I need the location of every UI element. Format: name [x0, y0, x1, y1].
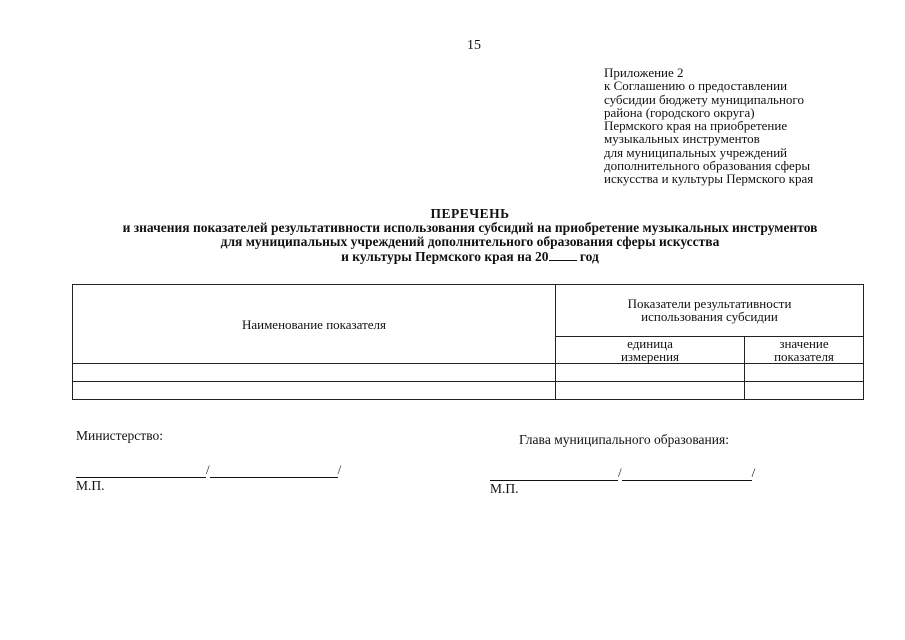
table-cell[interactable] — [745, 382, 864, 400]
ministry-stamp-label: М.П. — [76, 478, 105, 493]
group-header-text: Показатели результативности использования субсидии — [627, 296, 792, 325]
appendix-line: района (городского округа) — [604, 104, 755, 120]
appendix-line: Пермского края на приобретение — [604, 118, 788, 134]
appendix-line: искусства и культуры Пермского края — [604, 171, 814, 187]
table-cell[interactable] — [556, 382, 745, 400]
ministry-signature-line — [76, 462, 341, 478]
table-cell[interactable] — [73, 364, 556, 382]
appendix-line: для муниципальных учреждений — [604, 144, 788, 160]
signature-separator: / — [751, 465, 756, 480]
table-row — [73, 364, 864, 382]
table-cell[interactable] — [745, 364, 864, 382]
document-heading — [40, 207, 900, 264]
head-name-blank[interactable] — [622, 468, 752, 481]
head-signature-line — [490, 465, 755, 481]
ministry-label: Министерство: — [76, 428, 163, 443]
signature-separator: / — [206, 462, 210, 477]
heading-year-prefix: и культуры Пермского края на 20 — [341, 249, 549, 264]
heading-line-year — [40, 249, 900, 264]
appendix-line: к Соглашению о предоставлении — [604, 78, 788, 94]
table-cell[interactable] — [73, 382, 556, 400]
heading-line: и значения показателей результативности использования субсидий на приобретение музыкальных инструментов — [122, 220, 818, 235]
col-value-header — [745, 336, 864, 363]
signature-separator: / — [618, 465, 622, 480]
appendix-note — [604, 66, 894, 186]
col-group-header — [556, 285, 864, 337]
document-title: ПЕРЕЧЕНЬ — [430, 206, 510, 221]
head-stamp-label: М.П. — [490, 481, 519, 496]
ministry-name-blank[interactable] — [210, 465, 338, 478]
year-blank-field — [549, 249, 577, 261]
unit-header-text: единица измерения — [620, 335, 680, 364]
signature-separator: / — [337, 462, 342, 477]
ministry-signature-blank[interactable] — [76, 465, 206, 478]
indicators-table — [72, 284, 864, 400]
appendix-line: музыкальных инструментов — [604, 131, 760, 147]
heading-line: для муниципальных учреждений дополнительного образования сферы искусства — [220, 234, 720, 249]
table-row — [73, 382, 864, 400]
col-unit-header — [556, 336, 745, 363]
col-indicator-name-header: Наименование показателя — [73, 285, 556, 364]
table-cell[interactable] — [556, 364, 745, 382]
value-header-text: значение показателя — [774, 335, 834, 364]
appendix-line: Приложение 2 — [604, 65, 684, 80]
heading-year-suffix: год — [576, 249, 599, 264]
page-number: 15 — [467, 38, 481, 53]
table-header-row — [73, 285, 864, 337]
appendix-line: субсидии бюджету муниципального — [604, 91, 804, 107]
head-label: Главa муниципального образования: — [519, 432, 729, 447]
appendix-line: дополнительного образования сферы — [604, 158, 811, 174]
head-signature-blank[interactable] — [490, 468, 618, 481]
